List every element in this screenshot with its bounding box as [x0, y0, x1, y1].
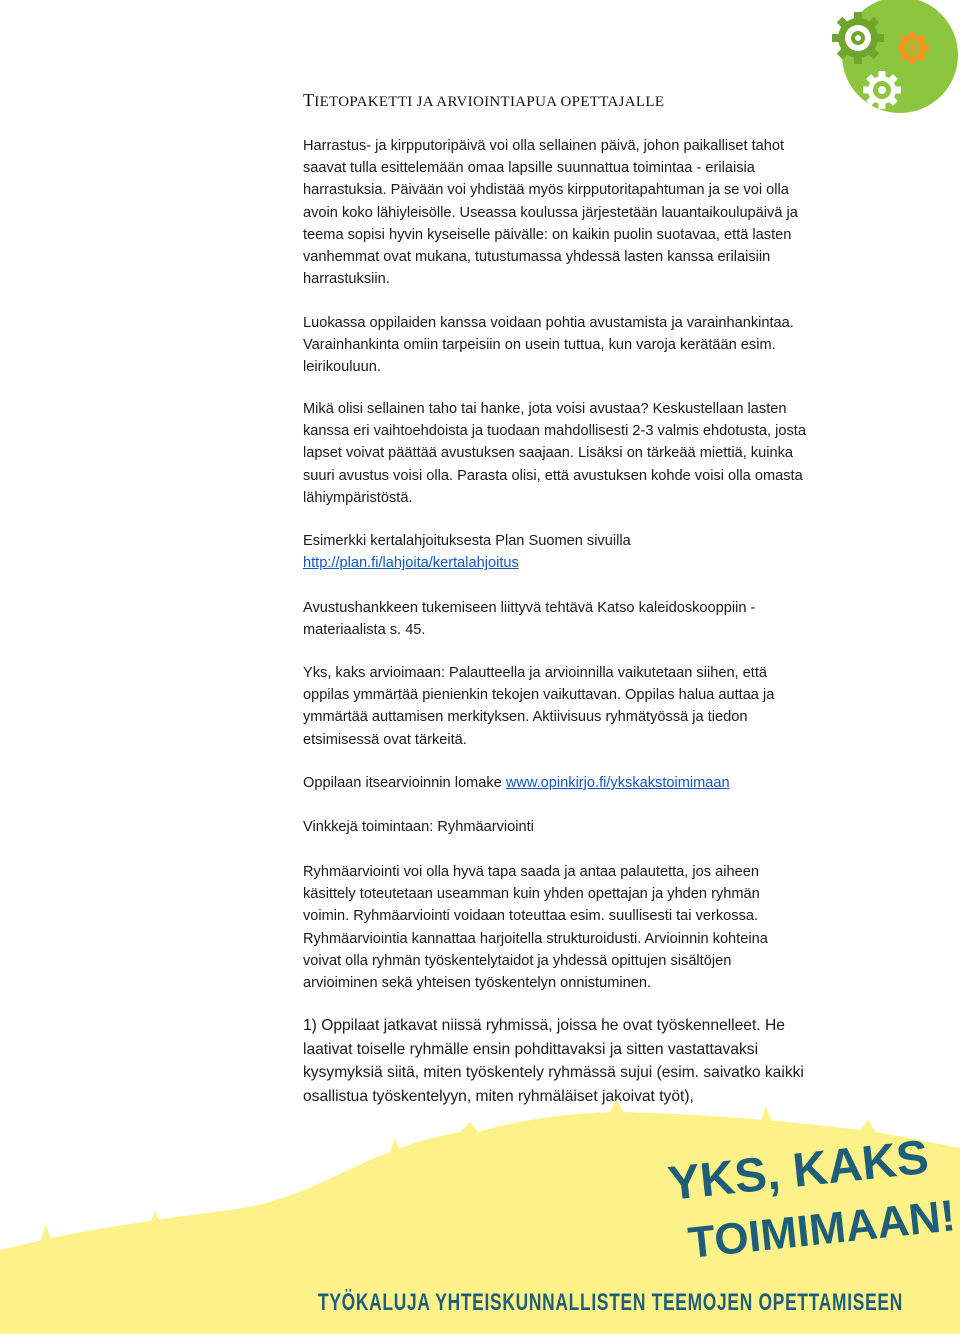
- tagline: TYÖKALUJA YHTEISKUNNALLISTEN TEEMOJEN OPETTAMISEEN: [318, 1289, 903, 1316]
- text-line: Oppilaan itsearvioinnin lomake: [303, 775, 506, 791]
- text-line: lähiympäristöstä.: [303, 489, 413, 506]
- logo-line1: YKS, KAKS: [665, 1130, 932, 1211]
- text-line: Harrastus- ja kirpputoripäivä voi olla sellainen päivä, johon paikalliset tahot: [303, 138, 785, 154]
- text-line: osallistua työskentelyyn, miten ryhmäläiset jakoivat työt),: [303, 1087, 694, 1105]
- text-line: voimin. Ryhmäarviointi voidaan toteuttaa esim. suullisesti tai verkossa.: [303, 908, 759, 925]
- text-line: harrastuksia. Päivään voi yhdistää myös kirpputoritapahtuman ja se voi olla: [303, 182, 789, 199]
- paragraph-2: [303, 312, 883, 379]
- text-line: ymmärtää auttamisen merkityksen. Aktiivisuus ryhmätyössä ja tiedon: [303, 709, 748, 726]
- text-line: Esimerkki kertalahjoituksesta Plan Suomen sivuilla: [303, 533, 631, 549]
- text-line: Luokassa oppilaiden kanssa voidaan pohtia avustamista ja varainhankintaa.: [303, 315, 794, 331]
- section-heading: Vinkkejä toimintaan: Ryhmäarviointi: [303, 819, 534, 835]
- text-line: Ryhmäarviointi voi olla hyvä tapa saada ja antaa palautetta, jos aiheen: [303, 864, 759, 880]
- text-line: käsittely toteutetaan useamman kuin yhden opettajan ja yhden ryhmän: [303, 886, 760, 903]
- text-line: Avustushankkeen tukemiseen liittyvä tehtävä Katso kaleidoskooppiin -: [303, 600, 756, 616]
- text-line: vanhemmat ovat mukana, tutustumassa yhdessä lasten kanssa erilaisiin: [303, 249, 771, 266]
- text-line: etsimisessä ovat tärkeitä.: [303, 731, 467, 748]
- paragraph-5: [303, 597, 883, 641]
- text-line: leirikouluun.: [303, 359, 381, 376]
- text-line: Mikä olisi sellainen taho tai hanke, jota voisi avustaa? Keskustellaan lasten: [303, 401, 787, 417]
- text-line: suuri avustus voisi olla. Parasta olisi, että avustuksen kohde voisi olla omasta: [303, 467, 803, 484]
- text-line: Yks, kaks arvioimaan: Palautteella ja arvioinnilla vaikutetaan siihen, että: [303, 665, 768, 681]
- text-line: materiaalista s. 45.: [303, 622, 426, 639]
- logo-line2: TOIMIMAAN!: [685, 1191, 958, 1268]
- text-line: Varainhankinta omiin tarpeisiin on usein tuttua, kun varoja kerätään esim.: [303, 337, 776, 354]
- gears-logo: [810, 0, 960, 120]
- text-line: harrastuksiin.: [303, 271, 390, 288]
- paragraph-1: [303, 135, 883, 290]
- text-line: avoin koko lähiyleisölle. Useassa koulussa järjestetään lauantaikoulupäivä ja: [303, 204, 798, 221]
- text-line: arvioiminen sekä yhteisen työskentelyn onnistuminen.: [303, 975, 652, 992]
- header-title: IETOPAKETTI JA ARVIOINTIAPUA OPETTAJALLE: [314, 94, 665, 110]
- text-line: teema sopisi hyvin kyseiselle päivälle: on kaikin puolin suotavaa, että lasten: [303, 226, 792, 243]
- text-line: Ryhmäarviointia kannattaa harjoitella strukturoidusti. Arvioinnin kohteina: [303, 930, 768, 947]
- text-line: kanssa eri vaihtoehdoista ja tuodaan mahdollisesti 2-3 valmis ehdotusta, josta: [303, 423, 806, 440]
- paragraph-4: [303, 530, 883, 574]
- header-initial: T: [303, 90, 315, 110]
- paragraph-8: [303, 816, 883, 838]
- paragraph-9: [303, 861, 883, 994]
- paragraph-3: [303, 398, 883, 509]
- text-line: oppilas ymmärtää pienienkin tekojen vaikuttavan. Oppilas halua auttaa ja: [303, 687, 775, 704]
- text-line: voivat olla ryhmän työskentelytaidot ja yhdessä opittujen sisältöjen: [303, 952, 732, 969]
- text-line: kysymyksiä siitä, miten työskentely ryhmässä sujui (esim. saivatko kaikki: [303, 1064, 804, 1082]
- text-line: 1) Oppilaat jatkavat niissä ryhmissä, joissa he ovat työskennelleet. He: [303, 1017, 785, 1034]
- self-assessment-link[interactable]: www.opinkirjo.fi/ykskakstoimimaan: [505, 775, 730, 791]
- paragraph-6: [303, 662, 883, 751]
- text-line: lapset voivat päättää avustuksen saajaan. Lisäksi on tärkeää miettiä, kuinka: [303, 445, 793, 462]
- text-line: laativat toiselle ryhmälle ensin pohdittavaksi ja sitten vastattavaksi: [303, 1040, 759, 1058]
- plan-donation-link[interactable]: http://plan.fi/lahjoita/kertalahjoitus: [303, 555, 519, 572]
- text-line: saavat tulla esittelemään omaa lapsille suunnattua toimintaa - erilaisia: [303, 160, 755, 177]
- page-header: [303, 90, 664, 111]
- paragraph-10: [303, 1014, 883, 1108]
- gear-icon: [810, 0, 960, 120]
- paragraph-7: [303, 772, 883, 794]
- footer-banner: [0, 1100, 960, 1334]
